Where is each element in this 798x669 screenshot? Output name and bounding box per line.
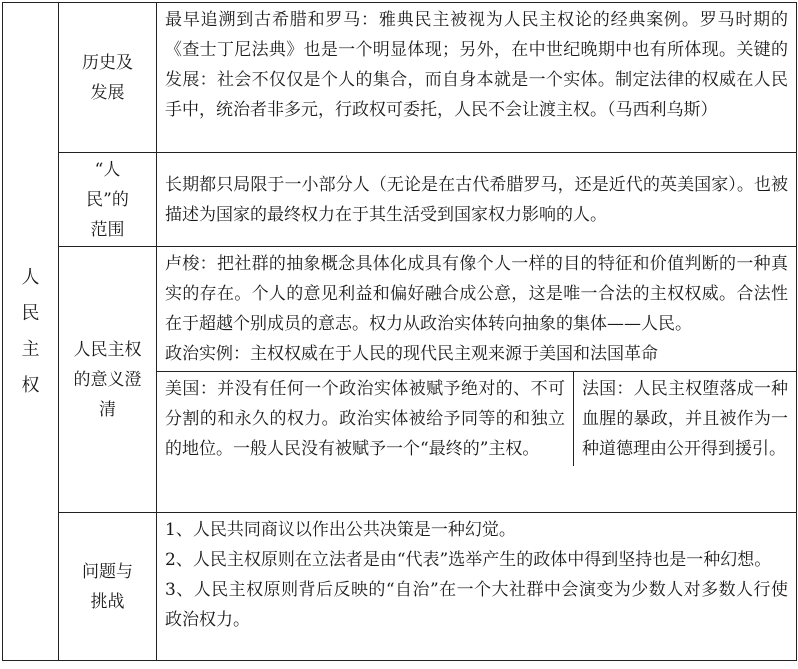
rousseau-text: 卢梭：把社群的抽象概念具体化成具有像个人一样的目的特征和价值判断的一种真实的存在。个人的意见利益和偏好融合成公意，这是唯一合法的主权权威。合法性在于超越个别成员的意志。权力从政治实体转向抽象的集体——人民。 xyxy=(165,254,788,334)
row-label-history xyxy=(59,3,157,153)
row-text-scope xyxy=(157,153,797,247)
row-text-history xyxy=(157,3,797,153)
row-label-challenges xyxy=(59,513,157,661)
section-label: 人民主权 xyxy=(21,266,40,396)
row-label-text: “人民”的范围 xyxy=(86,159,129,240)
row-text-challenges xyxy=(157,513,797,661)
row-content-meaning xyxy=(157,247,797,513)
popular-sovereignty-table xyxy=(2,2,797,661)
table-row xyxy=(3,513,797,661)
usa-cell xyxy=(157,372,574,467)
list-item: 1、人民共同商议以作出公共决策是一种幻觉。 xyxy=(165,520,516,540)
table-row xyxy=(3,153,797,247)
list-item: 3、人民主权原则背后反映的“自治”在一个大社群中会演变为少数人对多数人行使政治权力。 xyxy=(165,580,788,630)
row-label-scope xyxy=(59,153,157,247)
example-comparison xyxy=(157,371,796,466)
france-text: 法国：人民主权堕落成一种血腥的暴政，并且被作为一种道德理由公开得到援引。 xyxy=(582,379,788,459)
row-text: 长期都只局限于一小部分人（无论是在古代希腊罗马，还是近代的英美国家）。也被描述为国家的最终权力在于其生活受到国家权力影响的人。 xyxy=(165,174,788,225)
table-row xyxy=(3,247,797,513)
row-label-text: 人民主权的意义澄清 xyxy=(73,339,142,420)
row-label-text: 问题与挑战 xyxy=(82,561,133,612)
political-example: 政治实例：主权权威在于人民的现代民主观来源于美国和法国革命 xyxy=(165,344,658,364)
row-text: 最早追溯到古希腊和罗马：雅典民主被视为人民主权论的经典案例。罗马时期的《查士丁尼法典》也是一个明显体现；另外，在中世纪晚期中也有所体现。关键的发展：社会不仅仅是个人的集合，而自身本就是一个实体。制定法律的权威在人民手中，统治者非多元，行政权可委托，人民不会让渡主权。（马西利乌斯） xyxy=(165,10,788,120)
row-label-text: 历史及发展 xyxy=(82,52,133,103)
usa-text: 美国：并没有任何一个政治实体被赋予绝对的、不可分割的和永久的权力。政治实体被给予同等的和独立的地位。一般人民没有被赋予一个“最终的”主权。 xyxy=(165,379,565,459)
document xyxy=(2,2,797,661)
row-label-meaning xyxy=(59,247,157,513)
table-row xyxy=(3,3,797,153)
list-item: 2、人民主权原则在立法者是由“代表”选举产生的政体中得到坚持也是一种幻想。 xyxy=(165,550,772,570)
section-label-cell xyxy=(3,3,59,661)
france-cell xyxy=(574,372,797,467)
